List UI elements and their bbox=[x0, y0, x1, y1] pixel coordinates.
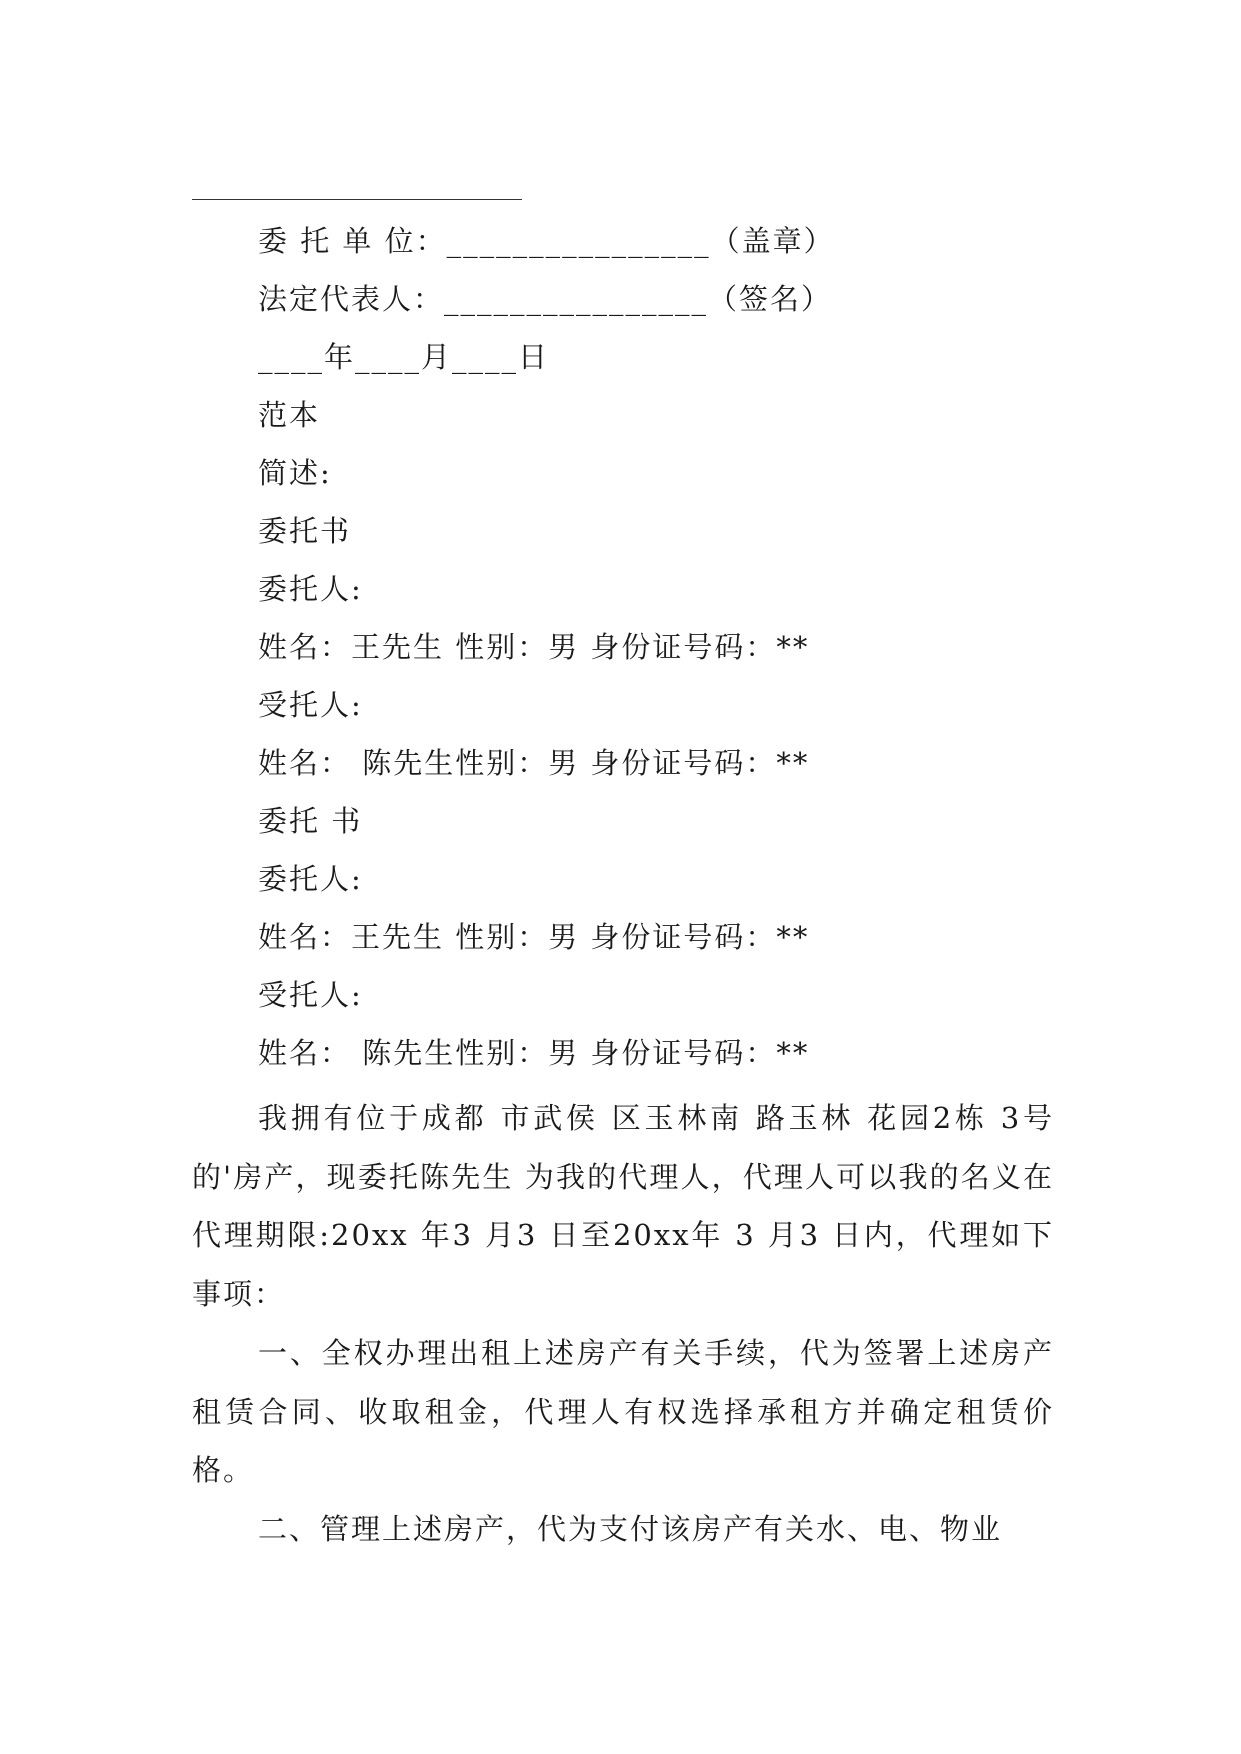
date-line: ____年____月____日 bbox=[258, 340, 550, 374]
item-one-paragraph: 一、全权办理出租上述房产有关手续，代为签署上述房产租赁合同、收取租金，代理人有权选择承租方并确定租赁价格。 bbox=[192, 1336, 1054, 1487]
agent-label-1: 受托人: bbox=[258, 688, 363, 722]
summary-label: 简述: bbox=[258, 456, 332, 490]
legal-representative-line: 法定代表人：________________（签名） bbox=[258, 282, 833, 316]
agent-info-1: 姓名： 陈先生性别：男 身份证号码：** bbox=[258, 746, 810, 780]
principal-label-1: 委托人: bbox=[258, 572, 363, 606]
sample-label: 范本 bbox=[258, 398, 321, 432]
principal-label-2: 委托人: bbox=[258, 862, 363, 896]
letter-title-2: 委托 书 bbox=[258, 804, 363, 838]
entrusting-unit-line: 委 托 单 位：________________（盖章） bbox=[258, 224, 835, 258]
principal-info-1: 姓名：王先生 性别：男 身份证号码：** bbox=[258, 630, 810, 664]
principal-info-2: 姓名：王先生 性别：男 身份证号码：** bbox=[258, 920, 810, 954]
item-two-paragraph: 二、管理上述房产，代为支付该房产有关水、电、物业 bbox=[258, 1512, 1003, 1546]
intro-paragraph: 我拥有位于成都 市武侯 区玉林南 路玉林 花园2栋 3号的'房产，现委托陈先生 为我的代理人，代理人可以我的名义在代理期限:20xx 年3 月3 日至20xx年 3 月3 日内，代理如下事项： bbox=[192, 1101, 1054, 1311]
letter-title-1: 委托书 bbox=[258, 514, 352, 548]
agent-info-2: 姓名： 陈先生性别：男 身份证号码：** bbox=[258, 1036, 810, 1070]
agent-label-2: 受托人: bbox=[258, 978, 363, 1012]
top-divider-line bbox=[192, 199, 522, 200]
